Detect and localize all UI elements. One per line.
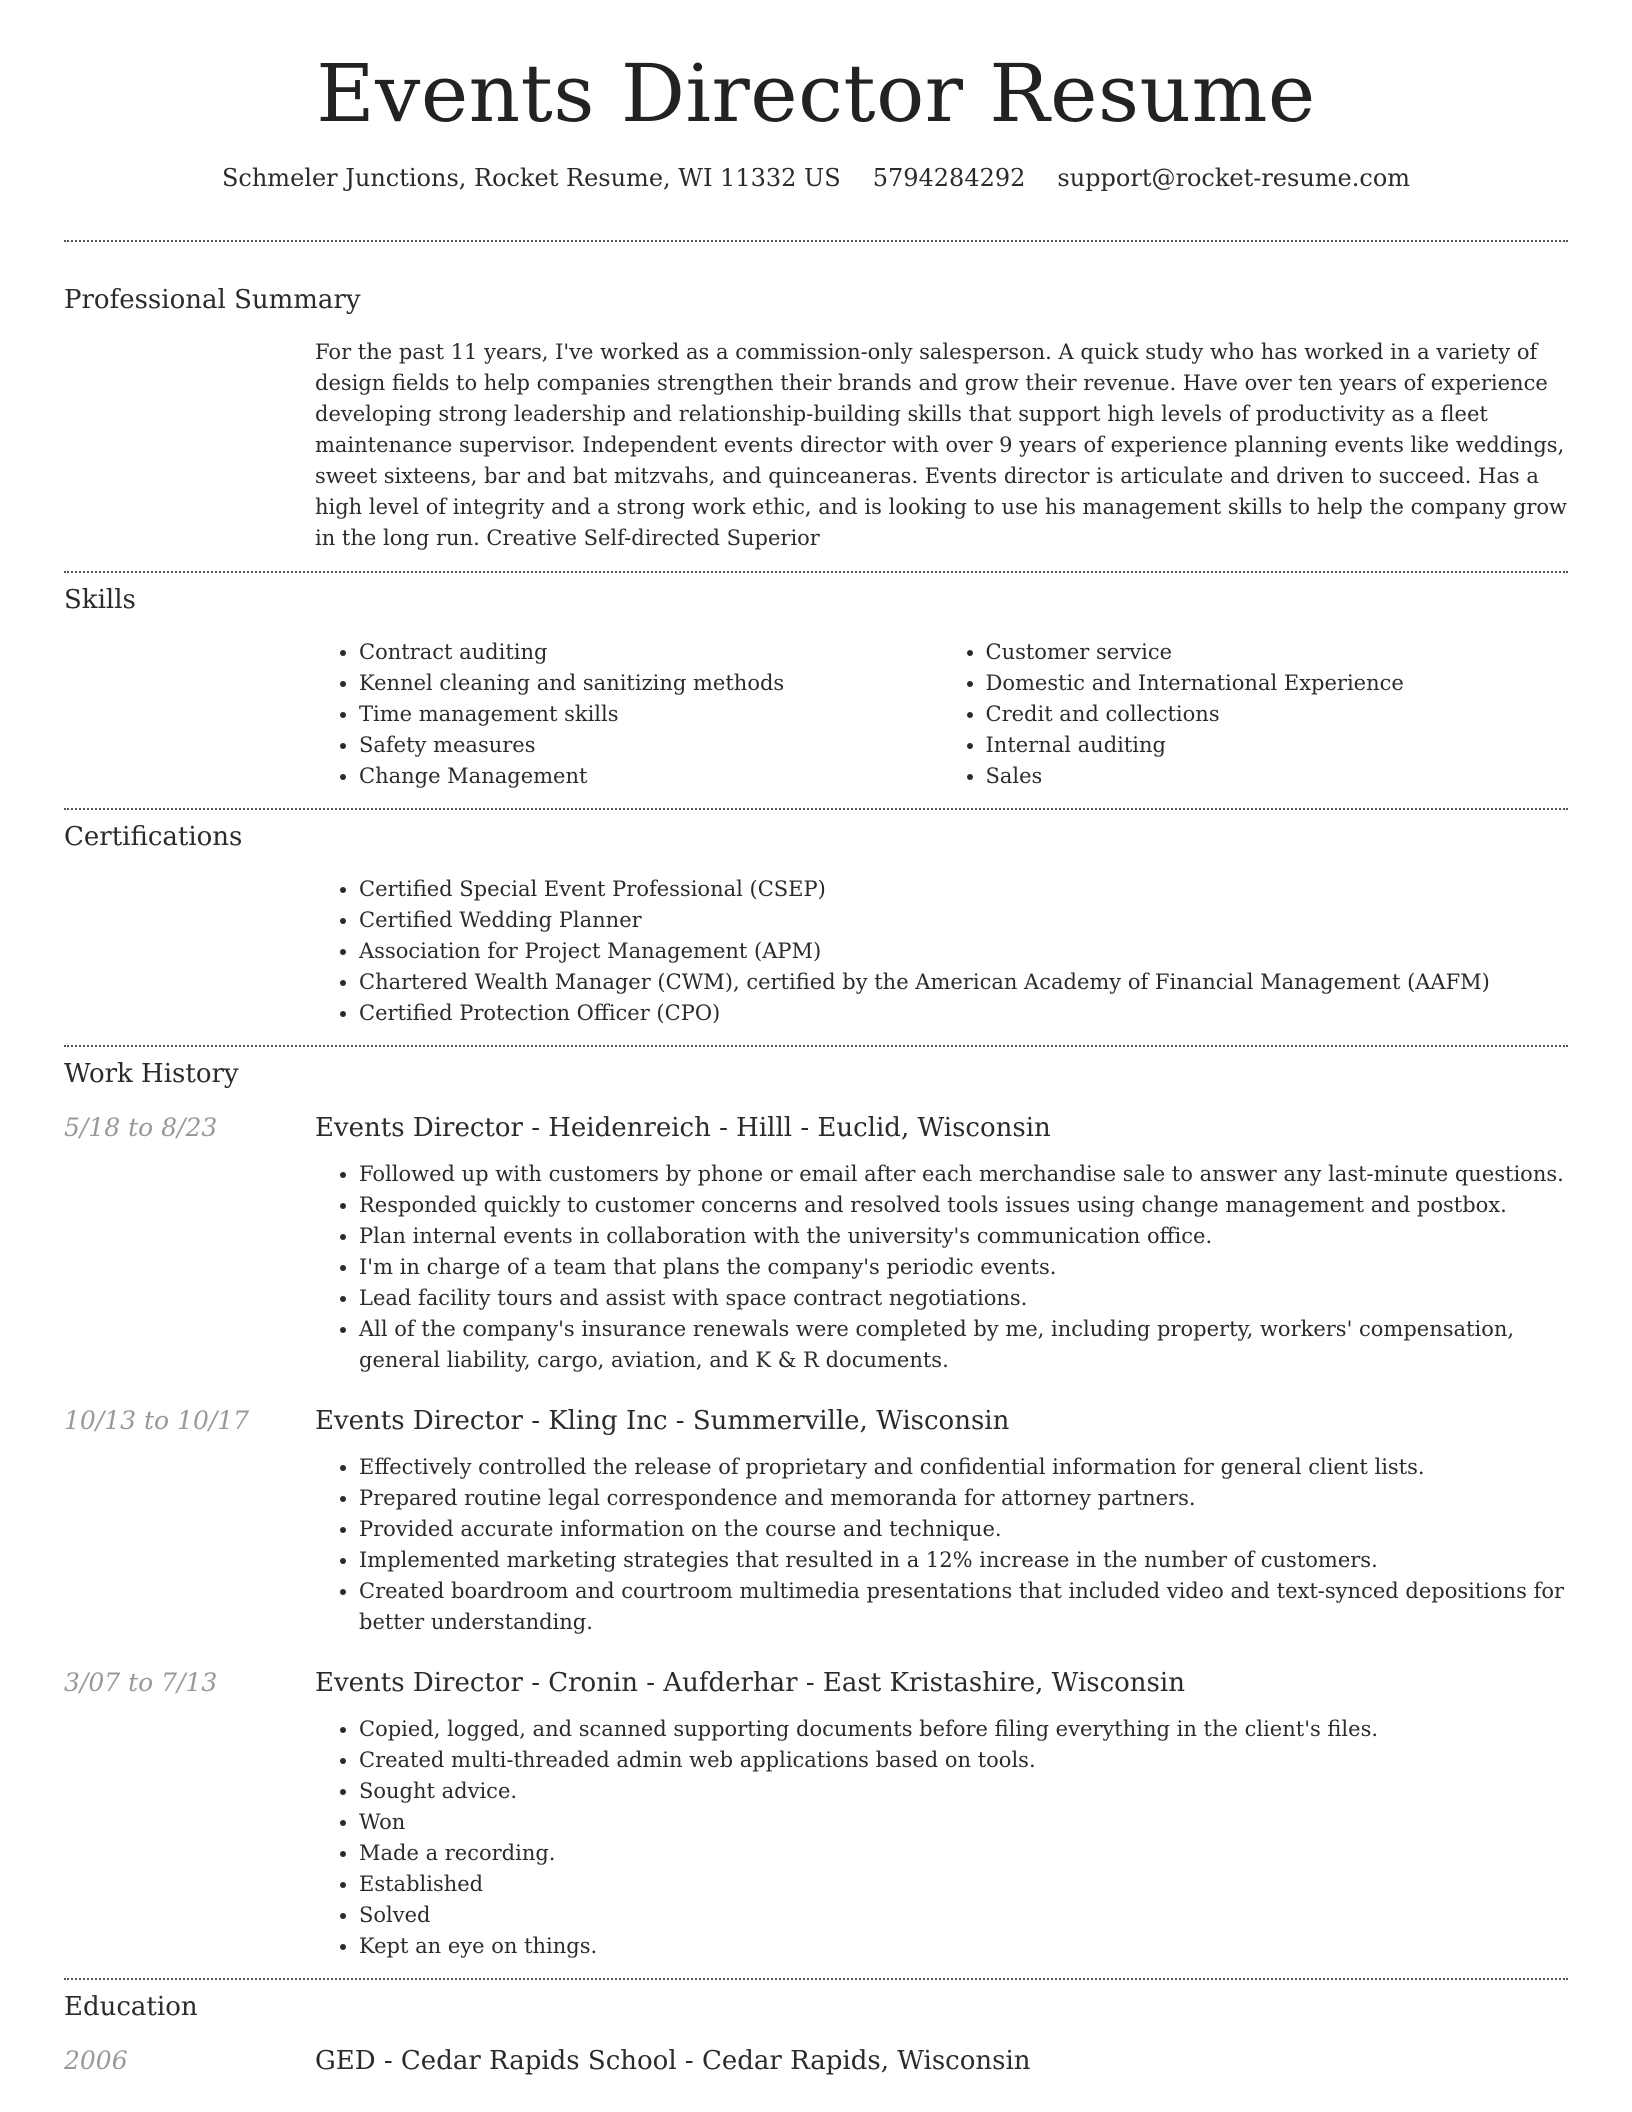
job-title: Events Director - Cronin - Aufderhar - East Kristashire, Wisconsin (315, 1668, 1185, 1698)
job-duty: • Followed up with customers by phone or email after each merchandise sale to answer any last-minute questions. (359, 1159, 1568, 1190)
job-dates: 5/18 to 8/23 (64, 1113, 218, 1142)
education-title: GED - Cedar Rapids School - Cedar Rapids, Wisconsin (315, 2046, 1031, 2076)
education-entry (64, 2046, 1568, 2076)
certifications-list (315, 874, 1568, 1029)
certifications-section (0, 810, 1632, 1029)
skill-item: • Customer service (986, 637, 1569, 668)
job-duty: • Prepared routine legal correspondence and memoranda for attorney partners. (359, 1483, 1568, 1514)
certification-item: • Certified Special Event Professional (CSEP) (359, 874, 1568, 905)
job-duty: • Responded quickly to customer concerns and resolved tools issues using change management and postbox. (359, 1190, 1568, 1221)
contact-phone: 5794284292 (872, 164, 1026, 192)
job-title: Events Director - Kling Inc - Summerville, Wisconsin (315, 1406, 1010, 1436)
job-duty: • Sought advice. (359, 1776, 1568, 1807)
skill-item: • Contract auditing (359, 637, 942, 668)
section-heading: Education (64, 1992, 198, 2022)
job-duties-list (315, 1159, 1568, 1376)
contact-address: Schmeler Junctions, Rocket Resume, WI 11332 US (221, 164, 841, 192)
job-duty: • All of the company's insurance renewals were completed by me, including property, workers' compensation, general liability, cargo, aviation, and K & R documents. (359, 1314, 1568, 1376)
skill-item: • Change Management (359, 761, 942, 792)
job-entry (64, 1113, 1568, 1143)
job-dates: 3/07 to 7/13 (64, 1668, 218, 1697)
skill-item: • Safety measures (359, 730, 942, 761)
job-duty: • Effectively controlled the release of proprietary and confidential information for general client lists. (359, 1452, 1568, 1483)
job-duty: • Provided accurate information on the course and technique. (359, 1514, 1568, 1545)
certification-item: • Chartered Wealth Manager (CWM), certified by the American Academy of Financial Management (AAFM) (359, 967, 1568, 998)
job-duty: • Created boardroom and courtroom multimedia presentations that included video and text-synced depositions for better understanding. (359, 1576, 1568, 1638)
job-duty: • I'm in charge of a team that plans the company's periodic events. (359, 1252, 1568, 1283)
contact-email: support@rocket-resume.com (1057, 164, 1411, 192)
job-duty: • Implemented marketing strategies that resulted in a 12% increase in the number of customers. (359, 1545, 1568, 1576)
work-history-section (0, 1047, 1632, 1962)
education-dates: 2006 (64, 2046, 128, 2075)
section-heading: Professional Summary (64, 285, 361, 315)
section-heading: Work History (64, 1059, 239, 1089)
summary-section (0, 242, 1632, 554)
skills-columns (315, 637, 1568, 792)
job-duty: • Lead facility tours and assist with space contract negotiations. (359, 1283, 1568, 1314)
skills-list-left (315, 637, 942, 792)
certification-item: • Association for Project Management (APM) (359, 936, 1568, 967)
skill-item: • Internal auditing (986, 730, 1569, 761)
job-title: Events Director - Heidenreich - Hilll - Euclid, Wisconsin (315, 1113, 1051, 1143)
certification-item: • Certified Wedding Planner (359, 905, 1568, 936)
job-entry (64, 1668, 1568, 1698)
skill-item: • Domestic and International Experience (986, 668, 1569, 699)
resume-title: Events Director Resume (316, 47, 1316, 140)
certification-item: • Certified Protection Officer (CPO) (359, 998, 1568, 1029)
contact-info (0, 164, 1632, 192)
job-duty: • Won (359, 1807, 1568, 1838)
job-duty: • Established (359, 1869, 1568, 1900)
skill-item: • Time management skills (359, 699, 942, 730)
job-duty: • Created multi-threaded admin web applications based on tools. (359, 1745, 1568, 1776)
job-duty: • Made a recording. (359, 1838, 1568, 1869)
skill-item: • Credit and collections (986, 699, 1569, 730)
section-heading: Skills (64, 585, 136, 615)
job-duty: • Plan internal events in collaboration with the university's communication office. (359, 1221, 1568, 1252)
resume-header (0, 0, 1632, 192)
summary-text: For the past 11 years, I've worked as a commission-only salesperson. A quick study who has worked in a variety of design fields to help companies strengthen their brands and grow their revenue. Have over ten years of experience developing strong leadership and relationship-building skills that support high levels of productivity as a fleet maintenance supervisor. Independent events director with over 9 years of experience planning events like weddings, sweet sixteens, bar and bat mitzvahs, and quinceaneras. Events director is articulate and driven to succeed. Has a high level of integrity and a strong work ethic, and is looking to use his management skills to help the company grow in the long run. Creative Self-directed Superior (315, 340, 1568, 550)
section-heading: Certifications (64, 822, 243, 852)
skills-section (0, 573, 1632, 792)
job-duty: • Kept an eye on things. (359, 1931, 1568, 1962)
job-duty: • Solved (359, 1900, 1568, 1931)
skills-list-right (942, 637, 1569, 792)
job-entry (64, 1406, 1568, 1436)
skill-item: • Sales (986, 761, 1569, 792)
job-dates: 10/13 to 10/17 (64, 1406, 250, 1435)
education-section (0, 1980, 1632, 2076)
job-duties-list (315, 1452, 1568, 1638)
job-duties-list (315, 1714, 1568, 1962)
skill-item: • Kennel cleaning and sanitizing methods (359, 668, 942, 699)
job-duty: • Copied, logged, and scanned supporting documents before filing everything in the client's files. (359, 1714, 1568, 1745)
